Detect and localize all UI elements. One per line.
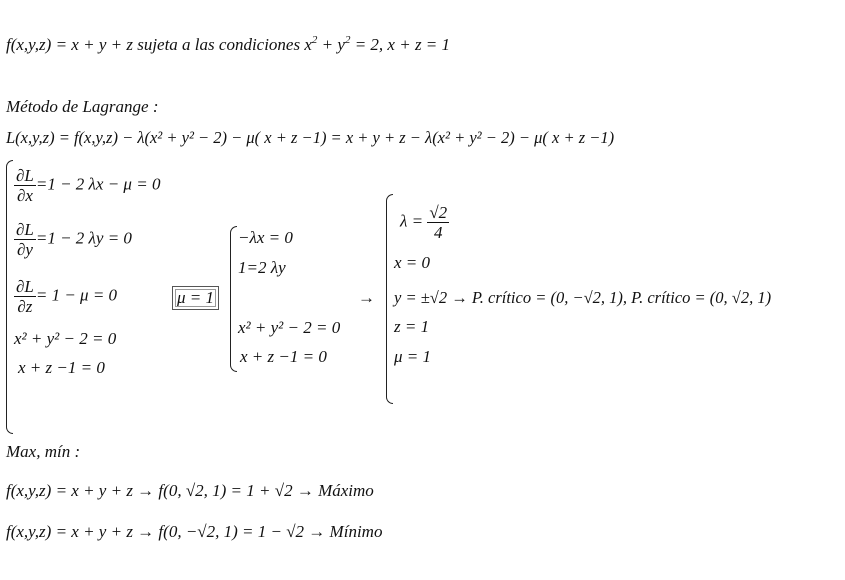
solution-brace	[386, 194, 393, 404]
solution-x: x = 0	[394, 253, 431, 272]
subsystem-brace	[230, 226, 237, 372]
problem-statement	[6, 35, 450, 55]
subsystem-line-4: x + z −1 = 0	[240, 347, 327, 366]
equation-constraint-1: x² + y² − 2 = 0	[14, 329, 117, 348]
solution-mu: μ = 1	[394, 347, 432, 366]
system-brace	[6, 160, 13, 434]
maximum-line: f(x,y,z) = x + y + z → f(0, √2, 1) = 1 + √2 → Máximo	[6, 481, 374, 500]
function-rhs: = x + y + z	[55, 35, 133, 54]
method-title: Método de Lagrange :	[6, 97, 159, 116]
subsystem-line-1: −λx = 0	[238, 228, 293, 247]
solution-z: z = 1	[394, 317, 430, 336]
constraint-1: $x^2 + y^2 = 2$,	[304, 34, 384, 54]
mu-result-box: μ = 1	[172, 286, 219, 310]
subsystem-line-3: x² + y² − 2 = 0	[238, 318, 341, 337]
equation-partial-z: $\frac{\partial L}{\partial z}$ = 1 − μ = 0	[16, 277, 118, 316]
constraint-2: x + z = 1	[387, 35, 451, 54]
equation-partial-y: $\frac{\partial L}{\partial y}$ =1 − 2 λy = 0	[16, 220, 132, 259]
extrema-title: Max, mín :	[6, 442, 81, 461]
minimum-line: f(x,y,z) = x + y + z → f(0, −√2, 1) = 1 − √2 → Mínimo	[6, 522, 383, 541]
solution-lambda: λ = $\frac{√2}{4}$	[400, 203, 448, 242]
equation-constraint-2: x + z −1 = 0	[18, 358, 105, 377]
solution-y: y = ±√2 → P. crítico = (0, −√2, 1), P. crítico = (0, √2, 1)	[394, 288, 772, 307]
arrow-icon: →	[358, 288, 375, 307]
equation-partial-x: $\frac{\partial L}{\partial x}$ =1 − 2 λx − μ = 0	[16, 166, 161, 205]
subsystem-line-2: 1=2 λy	[238, 258, 286, 277]
function-definition: f(x,y,z)	[6, 35, 52, 54]
lagrangian: L(x,y,z) = f(x,y,z) − λ(x² + y² − 2) − μ( x + z −1) = x + y + z − λ(x² + y² − 2) − μ( x + z −1)	[6, 128, 615, 147]
constraint-text: sujeta a las condiciones	[137, 35, 301, 54]
